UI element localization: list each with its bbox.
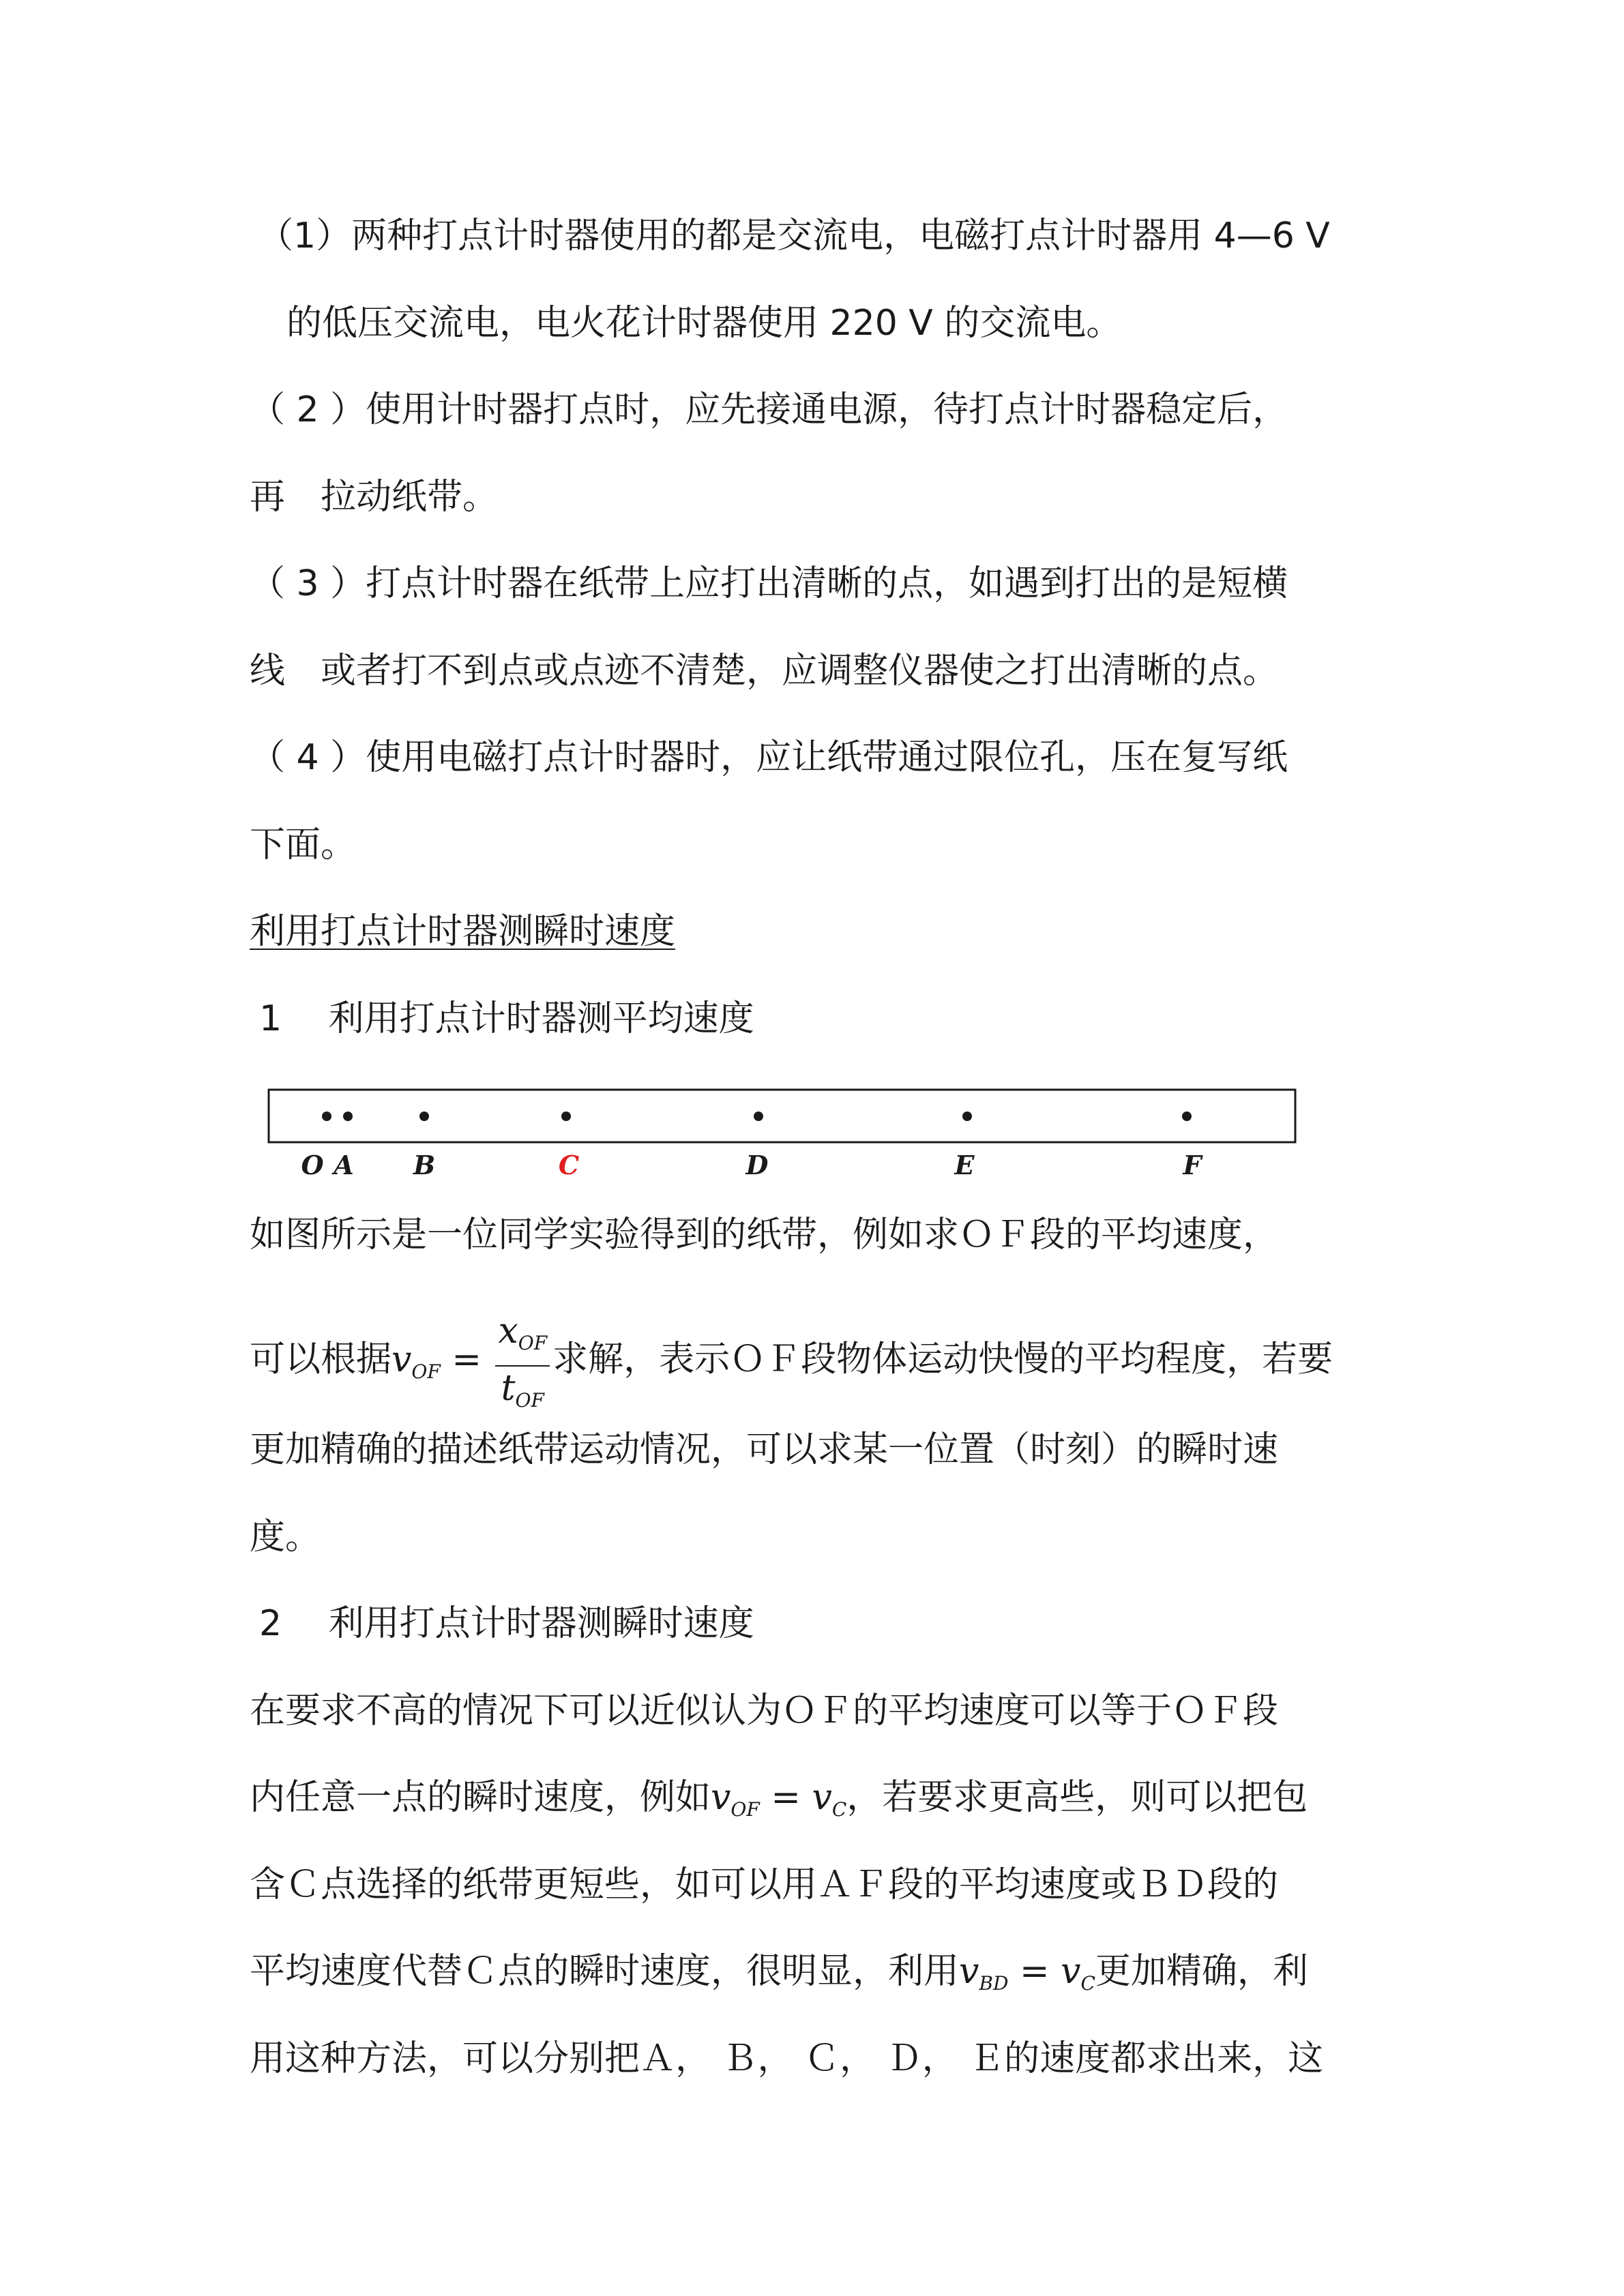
p6-line-2 <box>250 1777 1308 1830</box>
p2-line-2: 再 拉动纸带。 <box>250 477 499 518</box>
p3-line-2: 线 或者打不到点或点迹不清楚，应调整仪器使之打出清晰的点。 <box>250 651 1279 691</box>
p5-line-2-post: 求解，表示ＯＦ段物体运动快慢的平均程度，若要 <box>552 1339 1333 1380</box>
p5-line-3: 更加精确的描述纸带运动情况，可以求某一位置（时刻）的瞬时速 <box>250 1429 1279 1470</box>
p6-line-2-pre: 内任意一点的瞬时速度，例如 <box>250 1777 711 1818</box>
p3-line-1: （ 3 ）打点计时器在纸带上应打出清晰的点，如遇到打出的是短横 <box>250 563 1288 604</box>
p5-line-4: 度。 <box>250 1517 321 1557</box>
p1-line-2: 的低压交流电，电火花计时器使用 220 V 的交流电。 <box>286 303 1122 344</box>
tape-dot-c <box>561 1112 571 1121</box>
p5-line-1: 如图所示是一位同学实验得到的纸带，例如求ＯＦ段的平均速度， <box>250 1214 1279 1255</box>
tape-dot-o <box>322 1112 331 1121</box>
tape-label-a: A <box>334 1150 354 1180</box>
p5-line-2 <box>250 1308 1333 1416</box>
tape-dot-a <box>343 1112 353 1121</box>
tape-label-e: E <box>954 1150 975 1180</box>
subsection-2-heading: 2 利用打点计时器测瞬时速度 <box>259 1603 754 1644</box>
formula-v-of: $v_{OF}$ = $\frac{x_{OF}}{t_{OF}}$ <box>392 1339 552 1380</box>
p5-line-2-pre: 可以根据 <box>250 1339 392 1380</box>
formula-v-bd-eq-vc: $v_{BD} = v_C$ <box>959 1951 1095 1995</box>
p6-line-4-pre: 平均速度代替Ｃ点的瞬时速度，很明显，利用 <box>250 1951 960 1992</box>
tape-label-b: B <box>413 1150 436 1180</box>
formula-v-of-eq-vc: $v_{OF} = v_C$ <box>711 1777 847 1821</box>
p6-line-2-post: ，若要求更高些，则可以把包 <box>846 1777 1308 1818</box>
subsection-1-heading: 1 利用打点计时器测平均速度 <box>259 998 754 1039</box>
formula-fraction: $\frac{x_{OF}}{t_{OF}}$ <box>495 1312 550 1420</box>
tape-dot-e <box>962 1112 972 1121</box>
p4-line-1: （ 4 ）使用电磁打点计时器时，应让纸带通过限位孔，压在复写纸 <box>250 737 1288 778</box>
p6-line-5: 用这种方法，可以分别把Ａ， Ｂ， Ｃ， Ｄ， Ｅ的速度都求出来，这 <box>250 2038 1324 2079</box>
tape-dot-f <box>1182 1112 1192 1121</box>
p4-line-2: 下面。 <box>250 824 357 865</box>
p6-line-4-post: 更加精确，利 <box>1095 1951 1308 1992</box>
tape-dot-d <box>754 1112 763 1121</box>
p1-line-1: （1）两种打点计时器使用的都是交流电，电磁打点计时器用 4—6 V <box>258 215 1330 256</box>
tape-label-d: D <box>745 1150 769 1180</box>
p6-line-3: 含Ｃ点选择的纸带更短些，如可以用ＡＦ段的平均速度或ＢＤ段的 <box>250 1864 1279 1905</box>
section-heading: 利用打点计时器测瞬时速度 <box>250 911 676 952</box>
p6-line-1: 在要求不高的情况下可以近似认为ＯＦ的平均速度可以等于ＯＦ段 <box>250 1690 1279 1731</box>
tape-label-o: O <box>301 1150 324 1180</box>
tape-label-c: C <box>558 1150 580 1180</box>
p2-line-1: （ 2 ）使用计时器打点时，应先接通电源，待打点计时器稳定后， <box>250 389 1288 430</box>
p6-line-4 <box>250 1951 1308 2004</box>
tape-label-f: F <box>1183 1150 1202 1180</box>
tape-dot-b <box>419 1112 429 1121</box>
